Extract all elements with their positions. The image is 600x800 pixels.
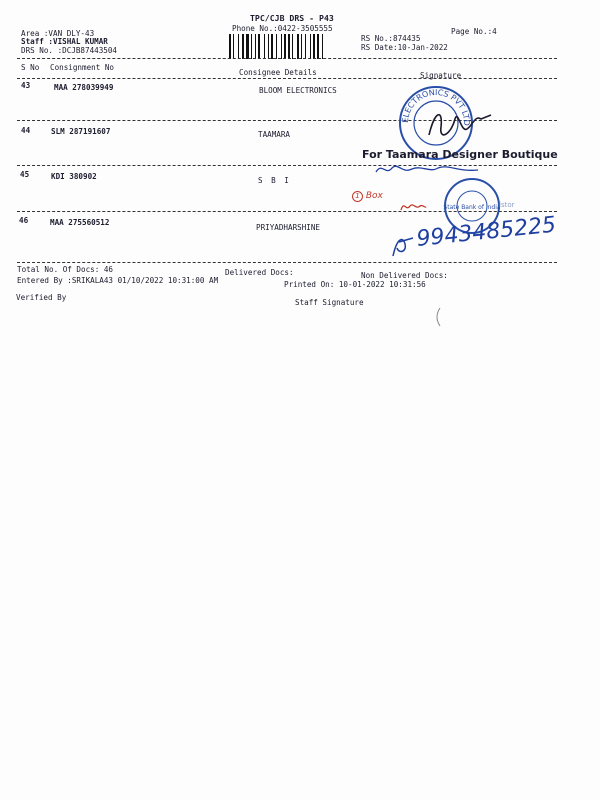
col-sno: S No xyxy=(21,63,40,72)
divider xyxy=(17,58,557,59)
signature xyxy=(398,198,428,214)
handwritten-phone: 9943485225 xyxy=(415,212,558,252)
divider xyxy=(17,78,557,79)
entered-by: Entered By :SRIKALA43 01/10/2022 10:31:00 AM xyxy=(17,276,219,285)
area-label: Area :VAN DLY-43 xyxy=(21,29,95,38)
circled-one: 1 xyxy=(352,191,363,202)
barcode xyxy=(229,34,352,59)
total-docs: Total No. Of Docs: 46 xyxy=(17,265,114,274)
row-sno: 46 xyxy=(19,216,29,225)
row-consignee: BLOOM ELECTRONICS xyxy=(259,86,337,95)
rs-number: RS No.:874435 xyxy=(361,34,421,43)
non-delivered-docs: Non Delivered Docs: xyxy=(361,271,448,280)
col-consignee: Consignee Details xyxy=(239,68,317,77)
stamp-fragment: lstor xyxy=(499,201,515,209)
signature xyxy=(389,232,417,260)
stamp-text: ELECTRONICS PVT LTD xyxy=(400,87,472,126)
document-title: TPC/CJB DRS - P43 xyxy=(250,13,334,23)
box-note xyxy=(352,191,383,202)
row-sno: 43 xyxy=(21,81,31,90)
box-label: Box xyxy=(365,191,383,201)
staff-label: Staff :VISHAL KUMAR xyxy=(21,37,108,46)
row-consignment: MAA 278039949 xyxy=(54,83,114,92)
staff-signature: Staff Signature xyxy=(295,298,364,307)
col-consignment: Consignment No xyxy=(50,63,115,72)
col-signature: Signature xyxy=(420,71,462,80)
taamara-stamp: For Taamara Designer Boutique xyxy=(362,148,558,161)
printed-on: Printed On: 10-01-2022 10:31:56 xyxy=(284,280,426,289)
row-consignee: TAAMARA xyxy=(258,130,291,139)
signature xyxy=(425,105,495,145)
phone-number: Phone No.:0422-3505555 xyxy=(232,24,333,33)
row-consignment: SLM 287191607 xyxy=(51,127,111,136)
delivered-docs: Delivered Docs: xyxy=(225,268,294,277)
row-consignment: MAA 275560512 xyxy=(50,218,110,227)
divider xyxy=(17,262,557,263)
pen-mark xyxy=(434,306,444,328)
bank-stamp-text: State Bank of India xyxy=(443,204,501,211)
row-sno: 44 xyxy=(21,126,31,135)
row-consignment: KDI 380902 xyxy=(51,172,97,181)
drs-number: DRS No. :DCJB87443504 xyxy=(21,46,118,55)
row-consignee: PRIYADHARSHINE xyxy=(256,223,321,232)
verified-by: Verified By xyxy=(16,293,67,302)
row-sno: 45 xyxy=(20,170,30,179)
page-number: Page No.:4 xyxy=(451,27,497,36)
row-consignee: S B I xyxy=(258,176,291,185)
rs-date: RS Date:10-Jan-2022 xyxy=(361,43,448,52)
